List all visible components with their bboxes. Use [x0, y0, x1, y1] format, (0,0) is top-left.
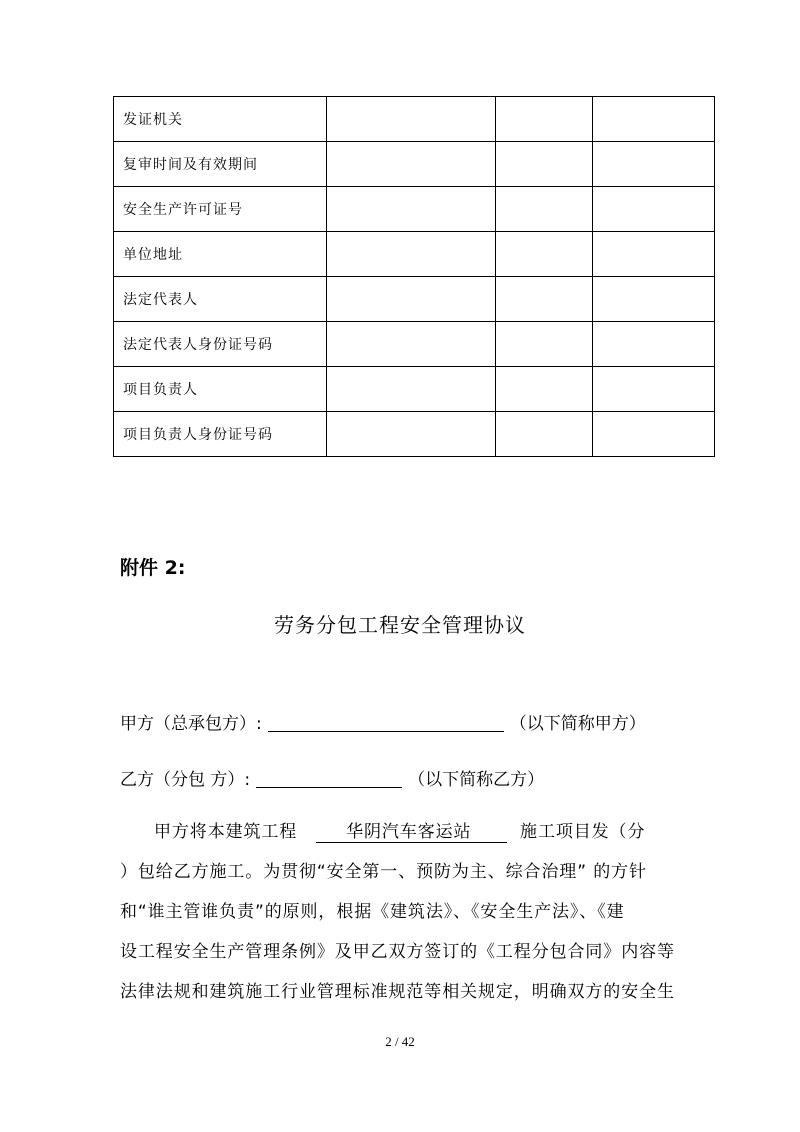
table-cell	[593, 142, 715, 187]
row-label: 发证机关	[114, 97, 327, 142]
party-a-label: 甲方（总承包方）:	[120, 714, 262, 734]
para-suffix: 施工项目发（分	[520, 822, 646, 842]
table-cell	[327, 322, 496, 367]
table-cell	[327, 97, 496, 142]
table-cell	[496, 277, 593, 322]
paragraph-line: ）包给乙方施工。为贯彻“安全第一、预防为主、综合治理” 的方针	[120, 862, 647, 882]
paragraph-line	[120, 812, 714, 852]
table-row	[114, 412, 715, 457]
table-cell	[593, 367, 715, 412]
party-a-blank	[268, 713, 504, 732]
row-label: 安全生产许可证号	[114, 187, 327, 232]
party-b-line	[120, 765, 544, 790]
row-label: 单位地址	[114, 232, 327, 277]
table-cell	[327, 277, 496, 322]
table-row	[114, 277, 715, 322]
table-cell	[593, 97, 715, 142]
document-title: 劳务分包工程安全管理协议	[274, 613, 526, 637]
table-row	[114, 232, 715, 277]
table-cell	[496, 142, 593, 187]
table-row	[114, 97, 715, 142]
company-info-table	[113, 96, 715, 457]
agreement-paragraph	[120, 812, 714, 1012]
table-cell	[496, 187, 593, 232]
table-cell	[496, 97, 593, 142]
row-label: 法定代表人	[114, 277, 327, 322]
table-cell	[496, 232, 593, 277]
paragraph-line: 法律法规和建筑施工行业管理标准规范等相关规定，明确双方的安全生	[120, 982, 675, 1002]
table-row	[114, 187, 715, 232]
table-cell	[327, 367, 496, 412]
table-row	[114, 367, 715, 412]
party-a-line	[120, 709, 646, 734]
table-cell	[496, 412, 593, 457]
row-label: 法定代表人身份证号码	[114, 322, 327, 367]
attachment-heading: 附件 2:	[120, 557, 186, 579]
party-b-suffix: （以下简称乙方）	[408, 770, 545, 790]
row-label: 项目负责人身份证号码	[114, 412, 327, 457]
table-cell	[593, 277, 715, 322]
page-number: 2 / 42	[385, 1034, 415, 1049]
table-cell	[593, 412, 715, 457]
party-b-label: 乙方（分包 方）:	[120, 770, 251, 790]
table-cell	[327, 232, 496, 277]
party-b-blank	[256, 769, 402, 788]
paragraph-line: 设工程安全生产管理条例》及甲乙双方签订的《工程分包合同》内容等	[120, 942, 675, 962]
table-row	[114, 142, 715, 187]
row-label: 项目负责人	[114, 367, 327, 412]
project-name: 华阴汽车客运站	[316, 822, 507, 843]
table-cell	[496, 367, 593, 412]
table-cell	[327, 412, 496, 457]
party-a-suffix: （以下简称甲方）	[509, 714, 646, 734]
table-cell	[327, 142, 496, 187]
paragraph-line: 和“谁主管谁负责”的原则，根据《建筑法》、《安全生产法》、《建	[120, 902, 625, 922]
table-cell	[593, 322, 715, 367]
table-cell	[327, 187, 496, 232]
table-row	[114, 322, 715, 367]
para-prefix: 甲方将本建筑工程	[154, 822, 298, 842]
table-cell	[593, 232, 715, 277]
table-cell	[593, 187, 715, 232]
row-label: 复审时间及有效期间	[114, 142, 327, 187]
table-cell	[496, 322, 593, 367]
